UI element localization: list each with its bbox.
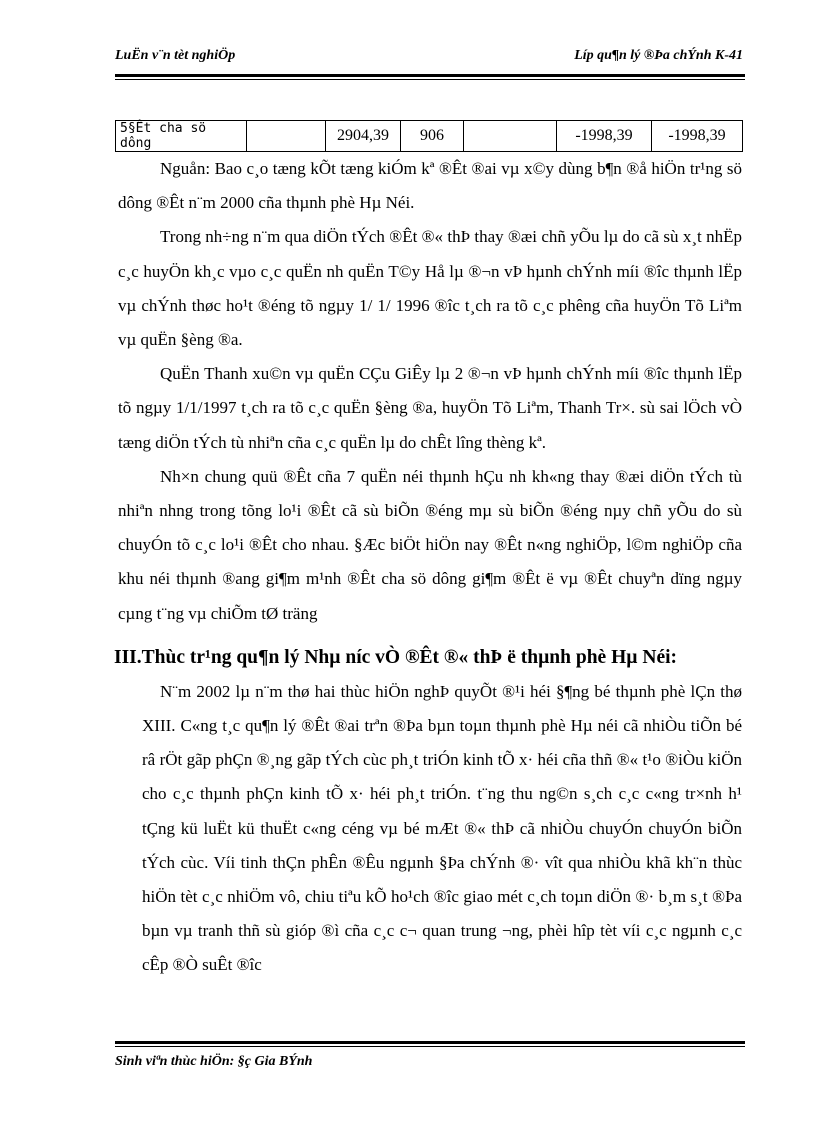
footer-rule-thick [115,1041,745,1044]
header-rule-thin [115,79,745,80]
table-cell-value: 2904,39 [326,121,401,152]
source-paragraph: Nguån: Bao c¸o tæng kÕt tæng kiÓm kª ®Êt ®ai vµ x©y dùng b¶n ®å hiÖn tr¹ng sö dông ®Êt n¨m 2000 cña thµnh phè Hµ Néi. [118,159,742,213]
footer-student-name: Sinh viªn thùc hiÖn: §ç Gia BÝnh [115,1054,313,1069]
land-use-table [115,120,743,152]
section-paragraph: N¨m 2002 lµ n¨m thø hai thùc hiÖn nghÞ quyÕt ®¹i héi §¶ng bé thµnh phè lÇn thø XIII. C«ng t¸c qu¶n lý ®Êt ®ai trªn ®Þa bµn toµn thµnh phè Hµ néi cã nhiÒu tiÕn bé râ rÖt gãp phÇn ®¸ng gãp tÝch cùc ph¸t triÓn kinh tÕ x· héi cña thñ ®« t¹o ®iÒu kiÖn cho c¸c thµnh phÇn kinh tÕ x· héi ph¸t triÓn. t¨ng thu ng©n s¸ch c¸c c«ng tr×nh h¹ tÇng kü luËt kü thuËt c«ng céng vµ bé mÆt ®« thÞ cã nhiÒu chuyÓn chuyÓn biÕn tÝch cùc. Víi tinh thÇn phÊn ®Êu ngµnh §Þa chÝnh ®· vît qua nhiÒu khã kh¨n thùc hiÖn tèt c¸c nhiÖm vô, chiu tiªu kÕ ho¹ch ®îc giao mét c¸ch toµn diÖn ®· b¸m s¸t ®Þa bµn vµ tranh thñ sù gióp ®ì cña c¸c c¬ quan trung ¬ng, phèi hîp tèt víi c¸c ngµnh c¸c cÊp ®Ò suÊt ®îc [142,681,742,975]
paragraph: Trong nh÷ng n¨m qua diÖn tÝch ®Êt ®« thÞ thay ®æi chñ yÕu lµ do cã sù x¸t nhËp c¸c huyÖn kh¸c vµo c¸c quËn nh quËn T©y Hå lµ ®¬n vÞ hµnh chÝnh míi ®îc thµnh lËp vµ chÝnh thøc ho¹t ®éng tõ ngµy 1/ 1/ 1996 ®îc t¸ch ra tõ c¸c phêng cña huyÖn Tõ Liªm vµ quËn §èng ®a. [118,227,742,350]
header-thesis-title: LuËn v¨n tèt nghiÖp [115,48,236,63]
table-cell-change: -1998,39 [557,121,652,152]
footer-rule-thin [115,1046,745,1047]
body-text [114,152,742,983]
paragraph: Nh×n chung quü ®Êt cña 7 quËn néi thµnh hÇu nh kh«ng thay ®æi diÖn tÝch tù nhiªn nhng trong tõng lo¹i ®Êt cã sù biÕn ®éng mµ sù biÕn ®éng nµy chñ yÕu do sù chuyÓn tõ c¸c lo¹i ®Êt cho nhau. §Æc biÖt hiÖn nay ®Êt n«ng nghiÖp, l©m nghiÖp cña khu néi thµnh ®ang gi¶m m¹nh ®Êt cha sö dông gi¶m ®Êt ë vµ ®Êt chuyªn dïng ngµy cµng t¨ng vµ chiÕm tØ träng [118,466,742,623]
section-heading: III.Thùc tr¹ng qu¶n lý Nhµ níc vÒ ®Êt ®« thÞ ë thµnh phè Hµ Néi: [114,646,678,668]
paragraph: QuËn Thanh xu©n vµ quËn CÇu GiÊy lµ 2 ®¬n vÞ hµnh chÝnh míi ®îc thµnh lËp tõ ngµy 1/1/1997 t¸ch ra tõ c¸c quËn §èng ®a, huyÖn Tõ Liªm, Thanh Tr×. sù sai lÖch vÒ tæng diÖn tÝch tù nhiªn cña c¸c quËn lµ do chÊt lîng thèng kª. [118,364,742,452]
table-cell-empty [464,121,557,152]
page-header [115,48,743,70]
table-cell-change: -1998,39 [652,121,743,152]
table-cell-category: 5§Êt cha sö dông [116,121,247,152]
table-cell-empty [247,121,326,152]
table-row [116,121,743,152]
header-class-name: Líp qu¶n lý ®Þa chÝnh K-41 [574,48,743,63]
header-rule-thick [115,74,745,77]
table-cell-value: 906 [401,121,464,152]
